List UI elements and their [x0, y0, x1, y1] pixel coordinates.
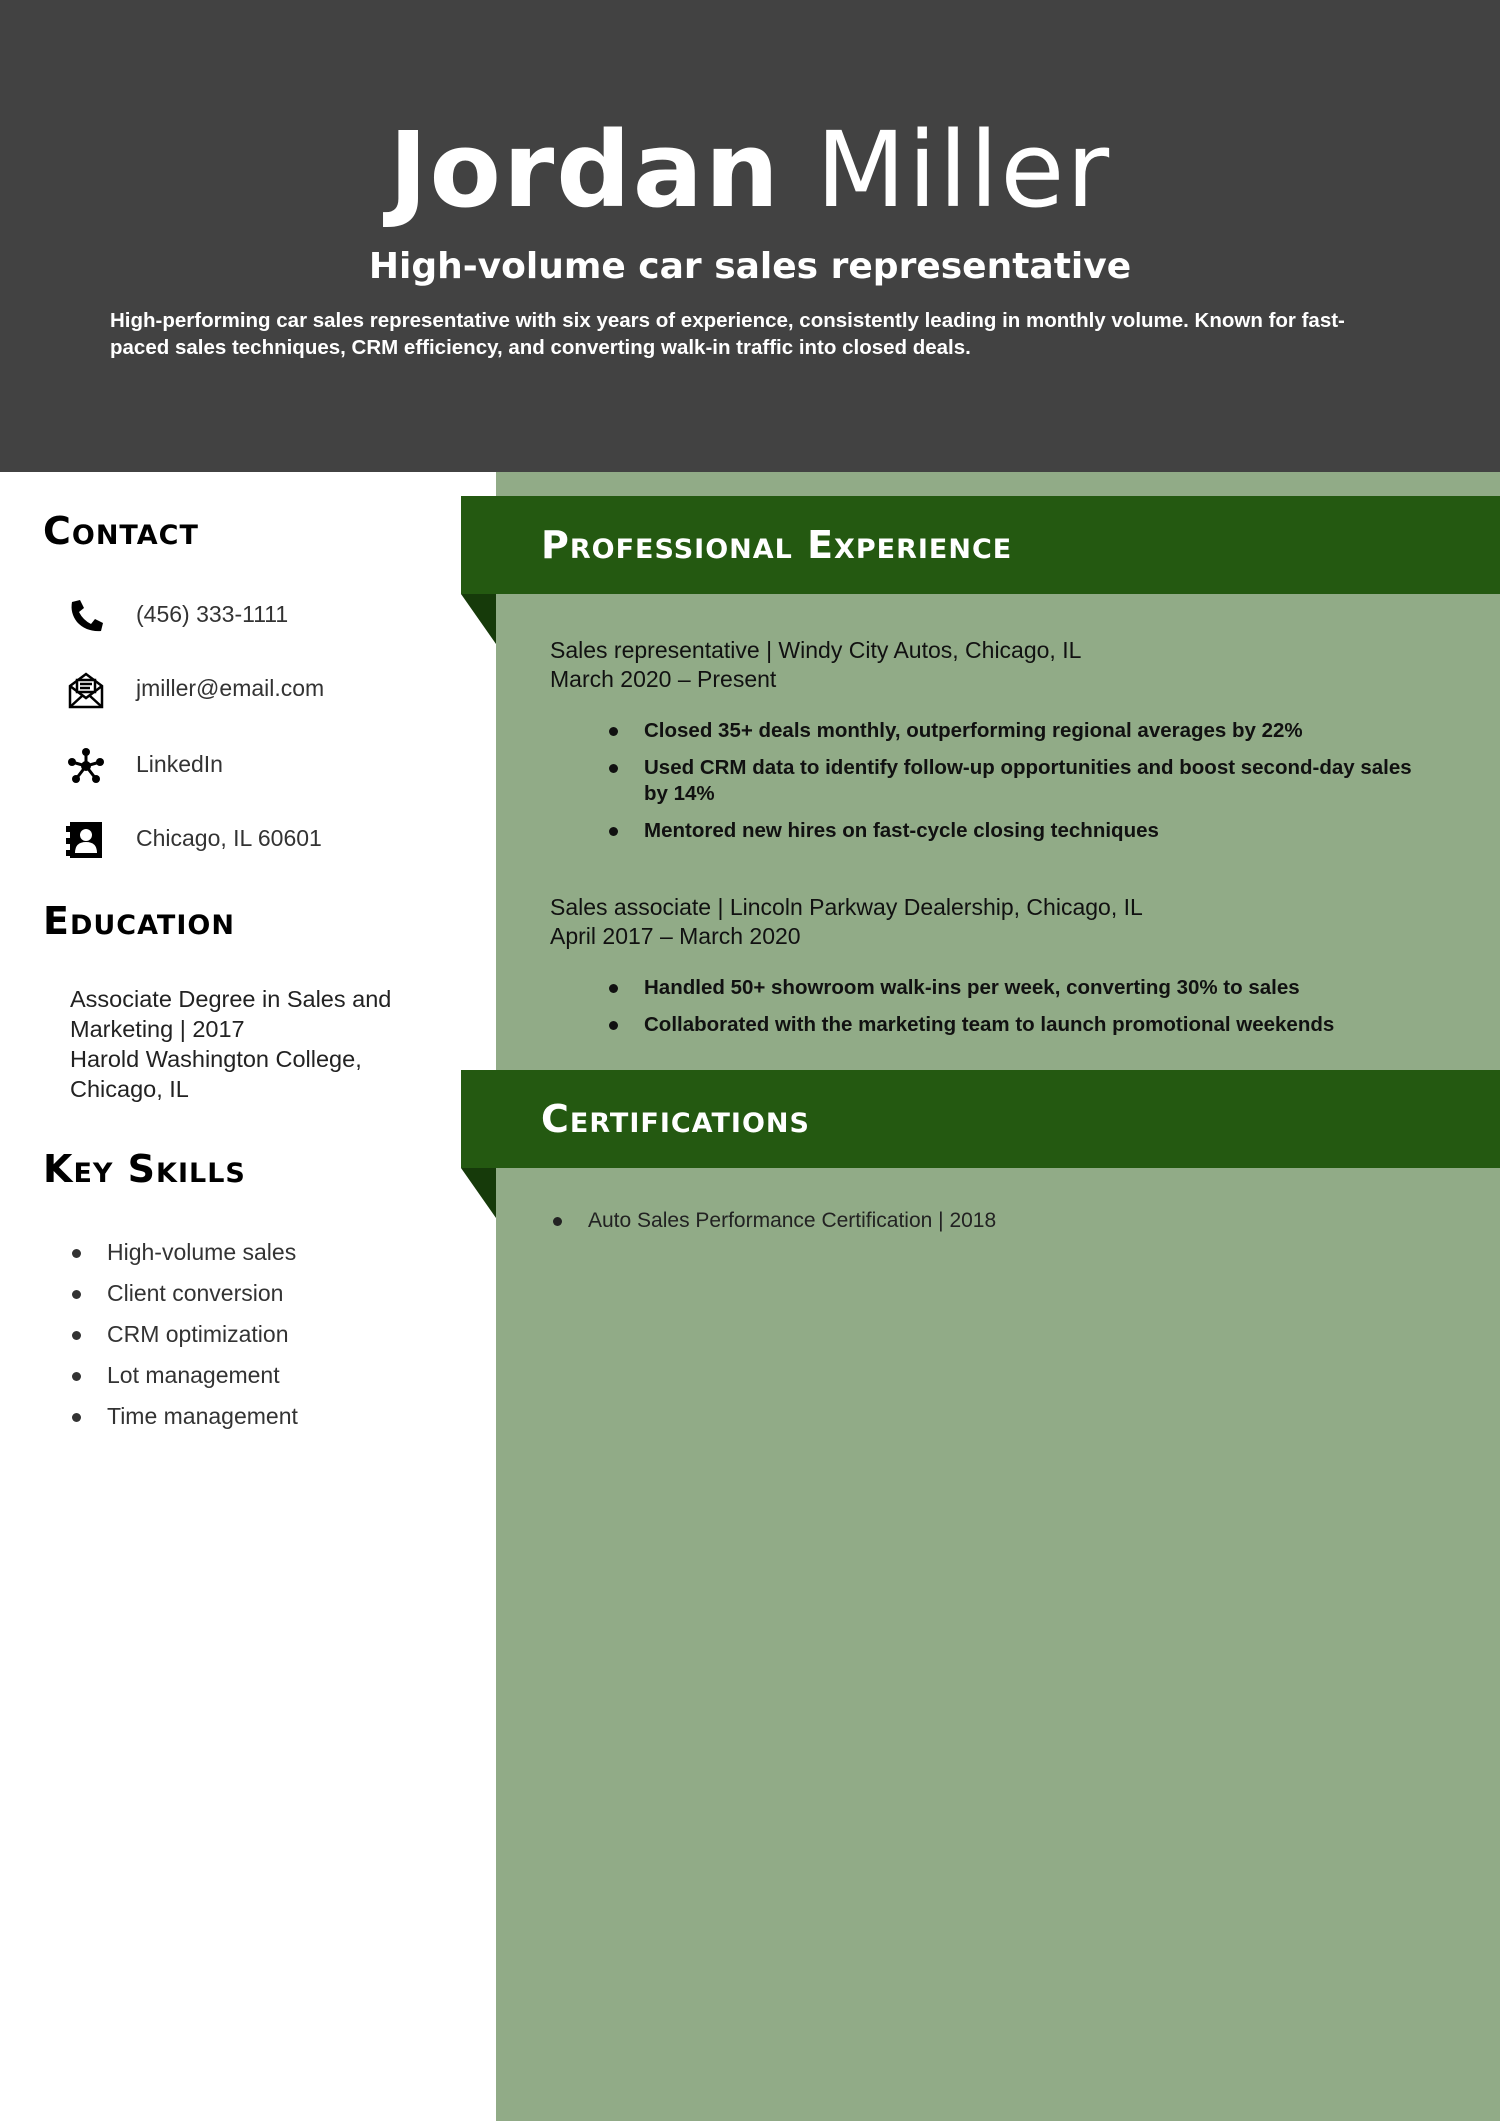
job-dates: April 2017 – March 2020: [550, 923, 801, 949]
contact-address: [66, 816, 486, 860]
list-item: Time management: [70, 1396, 298, 1437]
education-heading: Education: [43, 899, 235, 943]
job-role: Sales representative | Windy City Autos, Chicago, IL: [550, 637, 1082, 663]
candidate-name: [0, 100, 1500, 240]
experience-banner: [461, 496, 1500, 594]
job-header: [550, 893, 1143, 951]
network-icon: [66, 746, 106, 786]
phone-text: (456) 333-1111: [136, 601, 289, 627]
email-text[interactable]: jmiller@email.com: [136, 675, 325, 701]
education-entry: [70, 984, 450, 1104]
skills-heading: Key Skills: [43, 1147, 246, 1191]
list-item: High-volume sales: [70, 1232, 298, 1273]
certifications-banner: [461, 1070, 1500, 1168]
job-bullets: [606, 975, 1416, 1049]
job-header: [550, 636, 1081, 694]
first-name: Jordan: [388, 109, 781, 231]
job-role: Sales associate | Lincoln Parkway Dealership, Chicago, IL: [550, 894, 1143, 920]
education-school: Harold Washington College, Chicago, IL: [70, 1046, 362, 1102]
contact-email: [66, 666, 486, 710]
skills-list: [70, 1232, 298, 1437]
list-item: Used CRM data to identify follow-up opportunities and boost second-day sales by 14%: [606, 755, 1416, 807]
phone-icon: [66, 596, 106, 636]
experience-heading: Professional Experience: [541, 523, 1013, 567]
contact-linkedin: [66, 742, 486, 786]
contact-phone: [66, 592, 486, 636]
job-bullets: [606, 718, 1416, 855]
summary: High-performing car sales representative with six years of experience, consistently leading in monthly volume. Known for fast-paced sales techniques, CRM efficiency, and converting walk-in traffic into closed deals.: [110, 309, 1345, 359]
list-item: Collaborated with the marketing team to launch promotional weekends: [606, 1012, 1416, 1038]
address-card-icon: [66, 820, 106, 860]
linkedin-text[interactable]: LinkedIn: [136, 751, 223, 777]
address-text: Chicago, IL 60601: [136, 825, 322, 851]
list-item: Lot management: [70, 1355, 298, 1396]
banner-fold: [461, 1168, 496, 1218]
list-item: Client conversion: [70, 1273, 298, 1314]
job-dates: March 2020 – Present: [550, 666, 777, 692]
contact-heading: Contact: [43, 509, 199, 553]
last-name: Miller: [816, 109, 1112, 231]
education-degree: Associate Degree in Sales and Marketing | 2017: [70, 986, 392, 1042]
list-item: CRM optimization: [70, 1314, 298, 1355]
resume-header: [0, 0, 1500, 472]
certifications-heading: Certifications: [541, 1097, 810, 1141]
email-icon: [66, 670, 106, 710]
list-item: Handled 50+ showroom walk-ins per week, converting 30% to sales: [606, 975, 1416, 1001]
list-item: Closed 35+ deals monthly, outperforming regional averages by 22%: [606, 718, 1416, 744]
list-item: Auto Sales Performance Certification | 2018: [550, 1207, 996, 1235]
list-item: Mentored new hires on fast-cycle closing techniques: [606, 818, 1416, 844]
headline: High-volume car sales representative: [368, 246, 1132, 287]
banner-fold: [461, 594, 496, 644]
certifications-list: [550, 1207, 996, 1235]
